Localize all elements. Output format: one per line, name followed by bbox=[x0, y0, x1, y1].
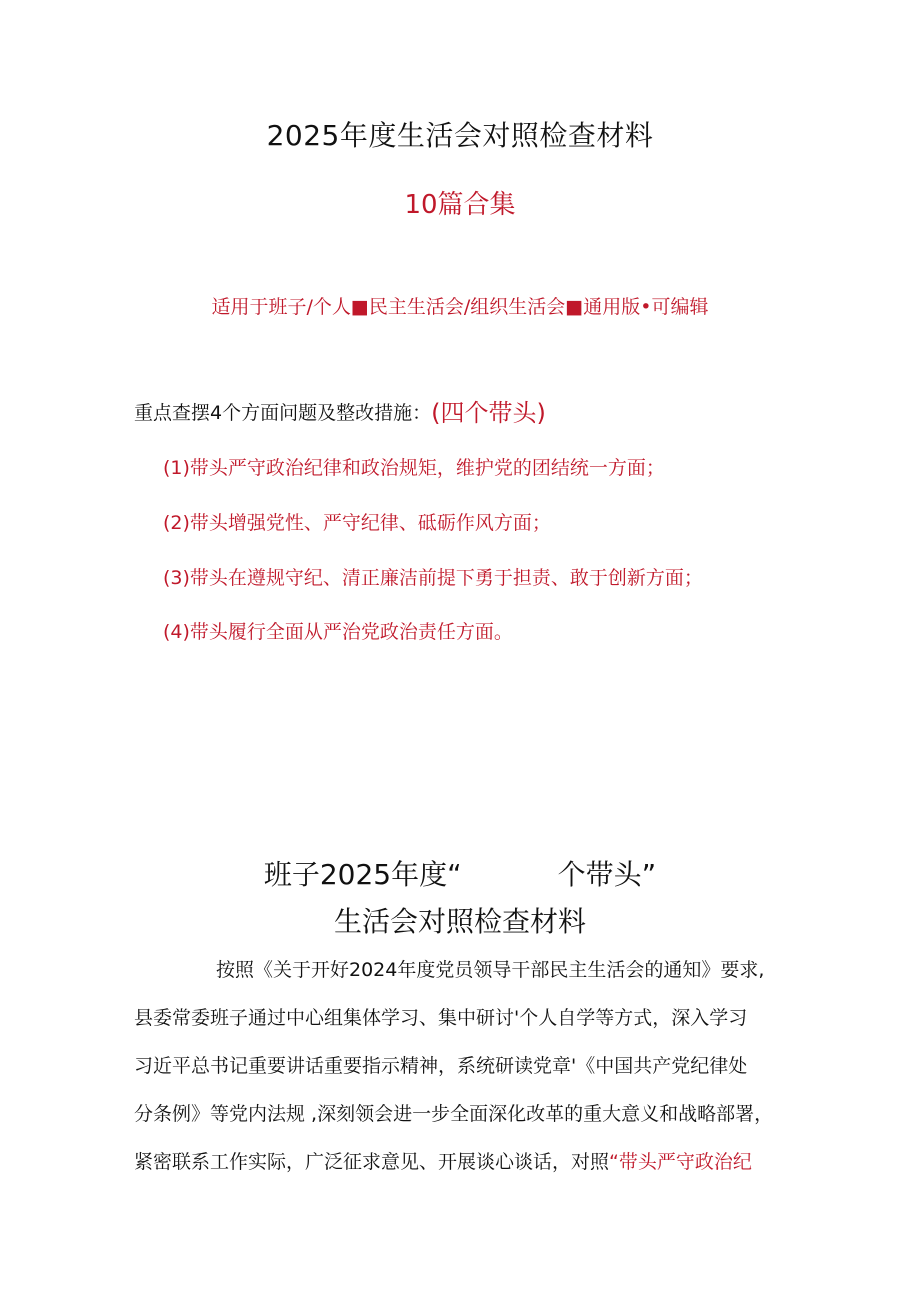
focus-item-1: (1)带头严守政治纪律和政治规矩，维护党的团结统一方面； bbox=[163, 457, 665, 479]
paragraph-line-2: 县委常委班子通过中心组集体学习、集中研讨'个人自学等方式，深入学习 bbox=[134, 1007, 748, 1029]
paragraph-line-4: 分条例》等党内法规 ,深刻领会进一步全面深化改革的重大意义和战略部署， bbox=[134, 1103, 774, 1125]
focus-intro-text: 重点查摆4个方面问题及整改措施： bbox=[134, 402, 432, 424]
section-title-right: 个带头” bbox=[557, 858, 657, 891]
focus-heading bbox=[134, 393, 546, 428]
paragraph-line-5-text: 紧密联系工作实际，广泛征求意见、开展谈心谈话，对照 bbox=[134, 1151, 610, 1173]
section-title-line-1 bbox=[0, 853, 920, 893]
paragraph-line-3: 习近平总书记重要讲话重要指示精神，系统研读党章'《中国共产党纪律处 bbox=[134, 1055, 748, 1077]
focus-item-3: (3)带头在遵规守纪、清正廉洁前提下勇于担责、敢于创新方面； bbox=[163, 567, 703, 589]
focus-item-4: (4)带头履行全面从严治党政治责任方面。 bbox=[163, 621, 513, 643]
paragraph-red-quote: “带头严守政治纪 bbox=[609, 1151, 752, 1173]
paragraph-line-1: 按照《关于开好2024年度党员领导干部民主生活会的通知》要求, bbox=[216, 959, 765, 981]
focus-emphasis-text: (四个带头) bbox=[431, 399, 546, 427]
collection-subtitle: 10篇合集 bbox=[404, 190, 516, 220]
applicability-note: 适用于班子/个人■民主生活会/组织生活会■通用版•可编辑 bbox=[211, 296, 709, 318]
paragraph-line-5 bbox=[134, 1147, 752, 1174]
focus-item-2: (2)带头增强党性、严守纪律、砥砺作风方面； bbox=[163, 512, 551, 534]
section-title-line-2: 生活会对照检查材料 bbox=[333, 905, 586, 938]
document-title: 2025年度生活会对照检查材料 bbox=[266, 119, 654, 152]
section-title-left: 班子2025年度“ bbox=[263, 858, 462, 891]
